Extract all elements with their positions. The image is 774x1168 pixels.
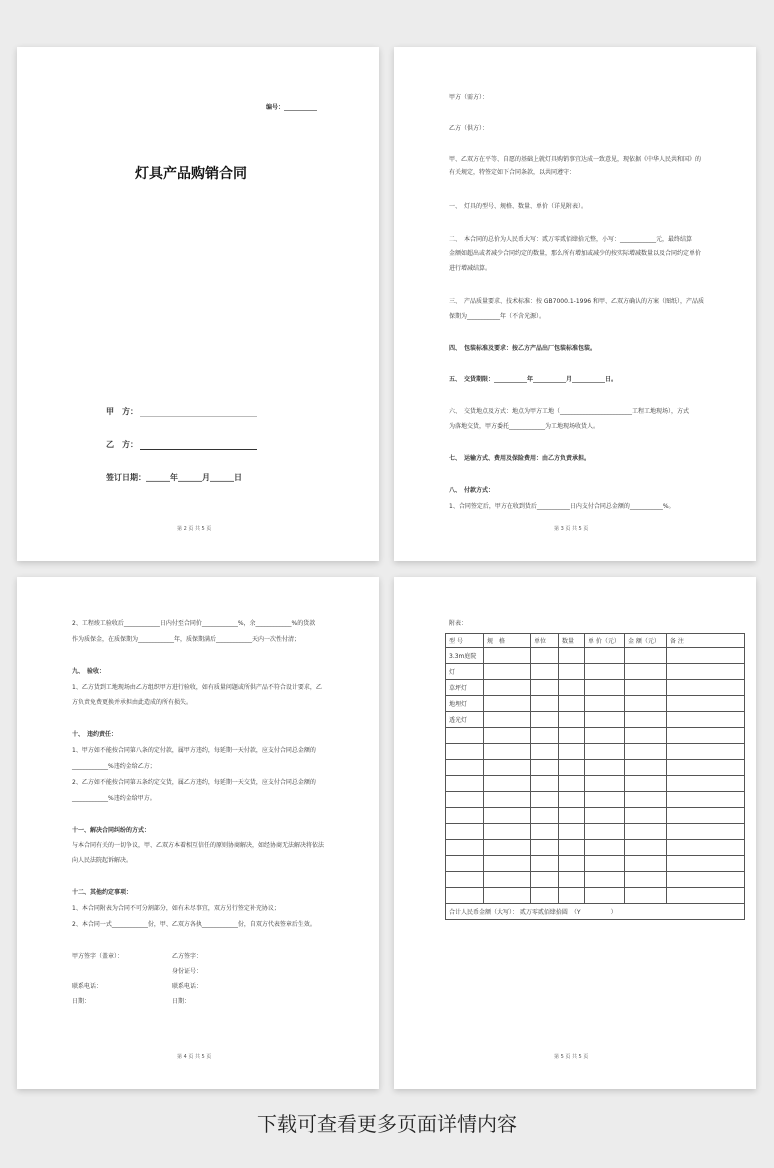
- header-cell: 备 注: [667, 634, 745, 648]
- text-line: 1、本合同附表为合同不可分割部分，如有未尽事宜，双方另行签定补充协议；: [72, 905, 280, 912]
- text-line: 乙方（供方）：: [449, 125, 489, 132]
- text-line: 2、乙方如不能按合同第五条约定交货，属乙方违约，每延期一天交货，应支付合同总金额的: [72, 779, 316, 786]
- appendix-label: 附表：: [449, 620, 468, 627]
- text-line: 一、 灯具的型号、规格、数量、单价（详见附表）。: [449, 203, 588, 210]
- table-row: [446, 792, 745, 808]
- table-row: [446, 824, 745, 840]
- sign-date: 签订日期：______年______月______日: [106, 473, 242, 482]
- text-line: ____________%违约金给乙方；: [72, 763, 156, 770]
- table-row: [446, 808, 745, 824]
- text-line: 十一、解决合同纠纷的方式：: [72, 827, 151, 834]
- text-line: 为落地交货，甲方委托____________为工地现场收货人。: [449, 423, 600, 430]
- header-cell: 规 格: [484, 634, 531, 648]
- page-footer: 第 4 页 共 5 页: [177, 1054, 212, 1060]
- page-footer: 第 3 页 共 5 页: [554, 526, 589, 532]
- page-3: [17, 577, 379, 1089]
- text-line: 1、乙方货到工地现场由乙方组织甲方进行验收，如有质量问题或所供产品不符合设计要求，乙: [72, 684, 322, 691]
- page-title: 灯具产品购销合同: [135, 166, 247, 182]
- party-b-label: 乙 方：: [106, 440, 138, 449]
- text-line: 进行增减结算。: [449, 265, 492, 272]
- table-row: [446, 680, 745, 696]
- total-cell: 合计人民币金额（大写）： 贰万零贰佰肆拾圆 （Y ）: [446, 904, 745, 920]
- table-row: [446, 760, 745, 776]
- header-cell: 单位: [531, 634, 559, 648]
- text-line: 四、 包装标准及要求：按乙方产品出厂包装标准包装。: [449, 345, 597, 352]
- text-line: 六、 交货地点及方式：地点为甲方工地（________________________工程工地现场），方式: [449, 408, 690, 415]
- header-cell: 型 号: [446, 634, 484, 648]
- text-line: 方负责免费更换并承担由此造成的所有损失。: [72, 699, 193, 706]
- text-line: 九、 验收：: [72, 668, 106, 675]
- page-1: [17, 47, 379, 561]
- table-row: [446, 872, 745, 888]
- text-line: 2、本合同一式____________份，甲、乙双方各执____________份，自双方代表签章后生效。: [72, 921, 316, 928]
- text-line: 作为质保金，在质保期为____________年，质保期满后____________天内一次性付清；: [72, 636, 301, 643]
- table-row: [446, 856, 745, 872]
- text-line: 五、 交货期限：___________年___________月___________日。: [449, 376, 618, 383]
- item-cell: 3.3m庭院: [446, 648, 484, 664]
- text-line: 保期为___________年（不含光源）。: [449, 313, 546, 320]
- text-line: 向人民法院起诉解决。: [72, 857, 133, 864]
- text-line: 有关规定，特签定如下合同条款，以共同遵守：: [449, 169, 576, 176]
- party-a-label: 甲 方：: [106, 407, 138, 416]
- text-line: 十二、其他约定事项：: [72, 889, 133, 896]
- table-header-row: [446, 634, 745, 648]
- product-table: [445, 633, 745, 920]
- table-row: [446, 712, 745, 728]
- text-line: 八、 付款方式：: [449, 487, 495, 494]
- page-footer: 第 2 页 共 5 页: [177, 526, 212, 532]
- text-line: 十、 违约责任：: [72, 731, 118, 738]
- text-line: 甲方（需方）：: [449, 94, 489, 101]
- table-row: [446, 664, 745, 680]
- phone-b: 联系电话：: [172, 983, 203, 990]
- header-cell: 金 额（元）: [625, 634, 667, 648]
- item-cell: 灯: [446, 664, 484, 680]
- phone-a: 联系电话：: [72, 983, 103, 990]
- header-cell: 数量: [559, 634, 585, 648]
- text-line: ____________%违约金给甲方。: [72, 795, 156, 802]
- table-row: [446, 840, 745, 856]
- text-line: 二、 本合同的总价为人民币大写：贰万零贰佰肆拾元整，小写：____________元，最终结算: [449, 236, 693, 243]
- text-line: 七、 运输方式、费用及保险费用：由乙方负责承担。: [449, 455, 591, 462]
- date-a: 日期：: [72, 998, 91, 1005]
- party-a-sign: 甲方签字（盖章）：: [72, 953, 124, 960]
- text-line: 甲、乙双方在平等、自愿的基础上就灯具购销事宜达成一致意见，现依据《中华人民共和国》的: [449, 156, 702, 163]
- table-row: [446, 696, 745, 712]
- table-row: [446, 888, 745, 904]
- party-a-line: [140, 416, 257, 417]
- download-caption[interactable]: 下载可查看更多页面详情内容: [257, 1112, 517, 1136]
- item-cell: 草坪灯: [446, 680, 484, 696]
- page-footer: 第 5 页 共 5 页: [554, 1054, 589, 1060]
- party-b-line: [140, 449, 257, 450]
- total-row: [446, 904, 745, 920]
- page-2: [394, 47, 756, 561]
- item-cell: 透光灯: [446, 712, 484, 728]
- table-row: [446, 648, 745, 664]
- item-cell: 地埋灯: [446, 696, 484, 712]
- text-line: 金额如超出或者减少合同约定的数量，那么所有增加或减少的按实际增减数量以及合同约定单价: [449, 250, 702, 257]
- text-line: 与本合同有关的一切争议，甲、乙双方本着相互信任的原则协商解决，如经协商无法解决将依法: [72, 842, 325, 849]
- text-line: 1、合同签定后，甲方在收到货后___________日内支付合同总金额的___________%。: [449, 503, 675, 510]
- text-line: 1、甲方如不能按合同第八条的定付款，属甲方违约，每延期一天付款，应支付合同总金额的: [72, 747, 316, 754]
- id-number: 身份证号：: [172, 968, 203, 975]
- header-cell: 单 价（元）: [585, 634, 625, 648]
- text-line: 2、工程竣工验收后____________日内付至合同价____________%，余____________%的货款: [72, 620, 316, 627]
- table-row: [446, 744, 745, 760]
- contract-number: 编号：___________: [266, 104, 318, 111]
- text-line: 三、 产品质量要求、技术标准：按 GB7000.1-1996 和甲、乙双方确认的方案（图纸），产品质: [449, 298, 705, 305]
- party-b-sign: 乙方签字：: [172, 953, 203, 960]
- table-row: [446, 728, 745, 744]
- table-row: [446, 776, 745, 792]
- date-b: 日期：: [172, 998, 191, 1005]
